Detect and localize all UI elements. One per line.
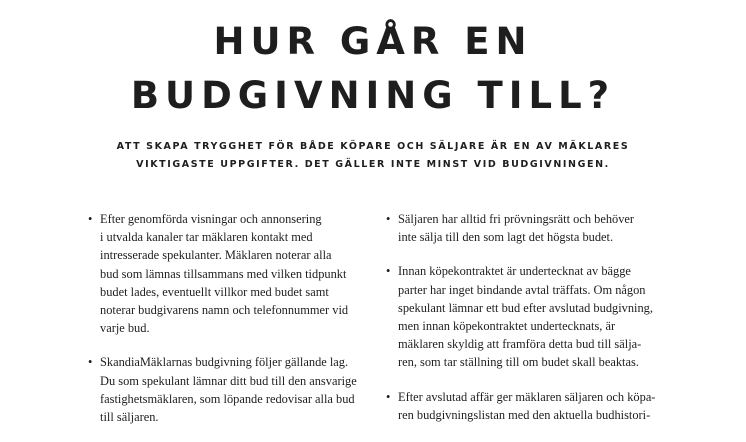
paragraph-line: ren, som tar ställning till om budet skall beaktas. — [398, 355, 639, 370]
lead-text-line-1: ATT SKAPA TRYGGHET FÖR BÅDE KÖPARE OCH SÄLJARE ÄR EN AV MÄKLARES — [116, 141, 630, 152]
paragraph-line: Efter avslutad affär ger mäklaren säljaren och köpa- — [398, 389, 656, 404]
bullet-icon: • — [386, 264, 391, 279]
paragraph-line: bud som lämnas tillsammans med vilken tidpunkt — [100, 266, 347, 281]
paragraph-line: i utvalda kanaler tar mäklaren kontakt med — [100, 230, 313, 245]
paragraph-line: Efter genomförda visningar och annonsering — [100, 212, 322, 226]
list-item — [88, 353, 378, 426]
paragraph-line: varje bud. — [100, 321, 150, 336]
paragraph-line: Du som spekulant lämnar ditt bud till den ansvarige — [100, 373, 357, 388]
lead-text-line-2: VIKTIGASTE UPPGIFTER. DET GÄLLER INTE MINST VID BUDGIVNINGEN. — [136, 159, 610, 170]
page-title-line-2: BUDGIVNING TILL? — [130, 74, 616, 117]
bullet-icon: • — [386, 389, 391, 404]
paragraph-line: inte sälja till den som lagt det högsta budet. — [398, 230, 614, 245]
paragraph-line: fastighetsmäklaren, som löpande redovisar alla bud — [100, 391, 355, 406]
paragraph-line: budet lades, eventuellt villkor med budet samt — [100, 284, 329, 299]
paragraph-line: mäklaren skyldig att framföra detta bud till sälja- — [398, 337, 642, 352]
list-item — [386, 262, 676, 371]
paragraph-line: Säljaren har alltid fri prövningsrätt och behöver — [398, 212, 635, 226]
right-column-list — [386, 210, 676, 440]
bullet-icon: • — [88, 355, 93, 370]
bullet-icon: • — [88, 212, 93, 226]
paragraph-line: parter har inget bindande avtal träffats. Om någon — [398, 282, 646, 297]
paragraph-line: spekulant lämnar ett bud efter avslutad budgivning, — [398, 300, 653, 315]
page-title-line-1: HUR GÅR EN — [213, 20, 533, 63]
paragraph-line: till säljaren. — [100, 410, 159, 425]
list-item — [88, 210, 378, 337]
paragraph-line: Innan köpekontraktet är undertecknat av bägge — [398, 264, 631, 279]
paragraph-line: SkandiaMäklarnas budgivning följer gällande lag. — [100, 355, 349, 370]
list-item — [386, 210, 676, 246]
paragraph-line: noterar budgivarens namn och telefonnummer vid — [100, 303, 349, 318]
paragraph-line: ren budgivningslistan med den aktuella budhistori- — [398, 407, 651, 422]
paragraph-line: men innan köpekontraktet undertecknats, är — [398, 319, 616, 334]
left-column-list — [88, 210, 378, 442]
bullet-icon: • — [386, 212, 391, 226]
paragraph-line: intresserade spekulanter. Mäklaren noterar alla — [100, 248, 332, 263]
